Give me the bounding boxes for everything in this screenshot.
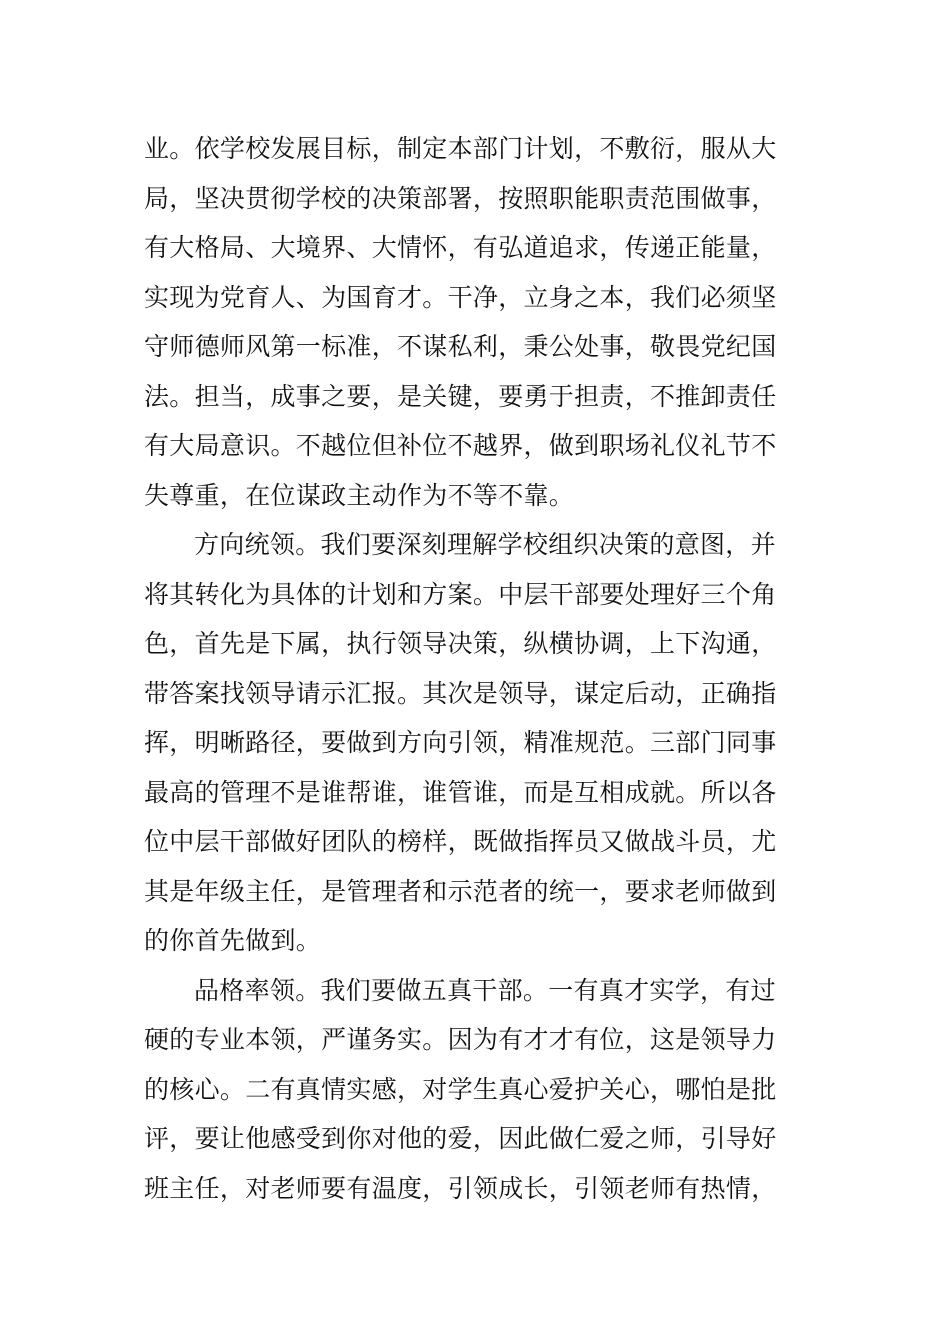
text-line: 有大格局、大境界、大情怀，有弘道追求，传递正能量，: [144, 233, 777, 262]
text-line: 班主任，对老师要有温度，引领成长，引领老师有热情，: [144, 1173, 777, 1203]
text-line: 将其转化为具体的计划和方案。中层干部要处理好三个角: [144, 579, 777, 609]
text-line: 有大局意识。不越位但补位不越界，做到职场礼仪礼节不: [144, 431, 777, 460]
text-line: 带答案找领导请示汇报。其次是领导，谋定后动，正确指: [144, 678, 777, 708]
text-line: 实现为党育人、为国育才。干净，立身之本，我们必须坚: [144, 282, 777, 312]
text-line: 局，坚决贯彻学校的决策部署，按照职能职责范围做事，: [144, 183, 777, 213]
text-line: 的你首先做到。: [144, 926, 322, 955]
text-line: 评，要让他感受到你对他的爱，因此做仁爱之师，引导好: [144, 1124, 777, 1153]
text-line: 挥，明晰路径，要做到方向引领，精准规范。三部门同事: [144, 728, 777, 757]
text-line: 业。依学校发展目标，制定本部门计划，不敷衍，服从大: [144, 134, 777, 163]
text-line: 位中层干部做好团队的榜样，既做指挥员又做战斗员，尤: [144, 827, 777, 856]
text-line: 最高的管理不是谁帮谁，谁管谁，而是互相成就。所以各: [144, 777, 777, 807]
text-line: 硬的专业本领，严谨务实。因为有才才有位，这是领导力: [144, 1025, 777, 1054]
text-line: 其是年级主任，是管理者和示范者的统一，要求老师做到: [144, 876, 777, 906]
text-line: 的核心。二有真情实感，对学生真心爱护关心，哪怕是批: [144, 1074, 777, 1104]
text-line: 守师德师风第一标准，不谋私利，秉公处事，敬畏党纪国: [144, 332, 777, 361]
body-text: [144, 124, 806, 1213]
paragraph-start-line: 品格率领。我们要做五真干部。一有真才实学，有过: [194, 975, 776, 1005]
paragraph-start-line: 方向统领。我们要深刻理解学校组织决策的意图，并: [194, 530, 776, 559]
text-line: 失尊重，在位谋政主动作为不等不靠。: [144, 480, 575, 510]
text-line: 法。担当，成事之要，是关键，要勇于担责，不推卸责任: [144, 381, 777, 411]
text-line: 色，首先是下属，执行领导决策，纵横协调，上下沟通，: [144, 629, 777, 658]
